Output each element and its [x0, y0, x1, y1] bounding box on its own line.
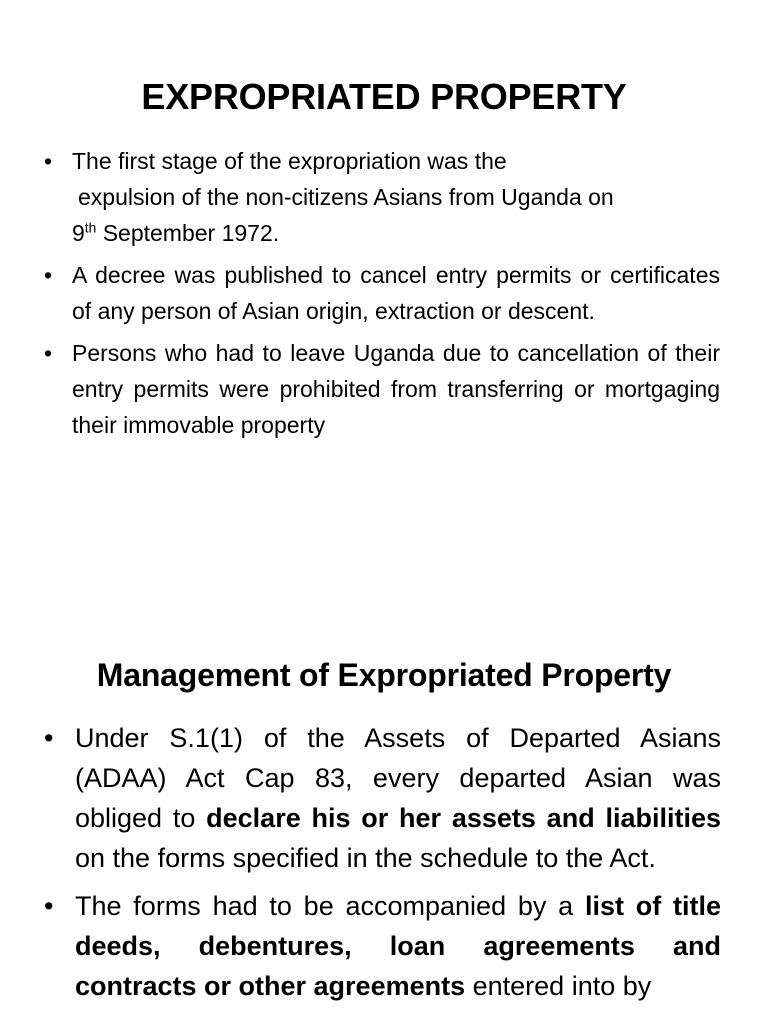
bullet-text-bold: list of title deeds, debentures, loan agreements and contracts or other agreements [75, 891, 721, 1001]
bullet-text: The forms had to be accompanied by a [75, 891, 585, 921]
bullet-text-line: The first stage of the expropriation was the [72, 148, 507, 174]
bullet-text-line [72, 215, 720, 251]
bullet-text: Under S.1(1) of the Assets of Departed Asians (ADAA) Act Cap 83, every departed Asian was obliged to [75, 723, 721, 833]
bullet-item [44, 335, 720, 443]
bullet-item [44, 886, 721, 1006]
bullet-item [44, 257, 720, 329]
bullet-text: entered into by [465, 971, 652, 1001]
bullet-marker: • [44, 723, 54, 753]
bullet-list [44, 718, 721, 1014]
date-day: 9 [72, 220, 85, 246]
bullet-marker: • [44, 891, 54, 921]
slide-management-of-expropriated-property [0, 600, 768, 1024]
bullet-list [44, 143, 720, 449]
bullet-text: on the forms specified in the schedule to the Act. [75, 843, 656, 873]
bullet-item [44, 718, 721, 878]
date-ordinal: th [84, 220, 97, 236]
bullet-text-bold: declare his or her assets and liabilities [206, 803, 722, 833]
bullet-text: A decree was published to cancel entry permits or certificates of any person of Asian origin, extraction or descent. [72, 262, 720, 324]
slide-title: Management of Expropriated Property [96, 656, 672, 693]
bullet-marker: • [44, 148, 53, 174]
bullet-item [44, 143, 720, 251]
bullet-marker: • [44, 340, 53, 366]
bullet-text: Persons who had to leave Uganda due to cancellation of their entry permits were prohibited from transferring or mortgaging their immovable property [72, 340, 720, 438]
date-rest: September 1972. [96, 220, 280, 246]
slide-title: EXPROPRIATED PROPERTY [141, 76, 627, 118]
bullet-marker: • [44, 262, 53, 288]
bullet-text-line: expulsion of the non-citizens Asians from Uganda on [78, 184, 614, 210]
